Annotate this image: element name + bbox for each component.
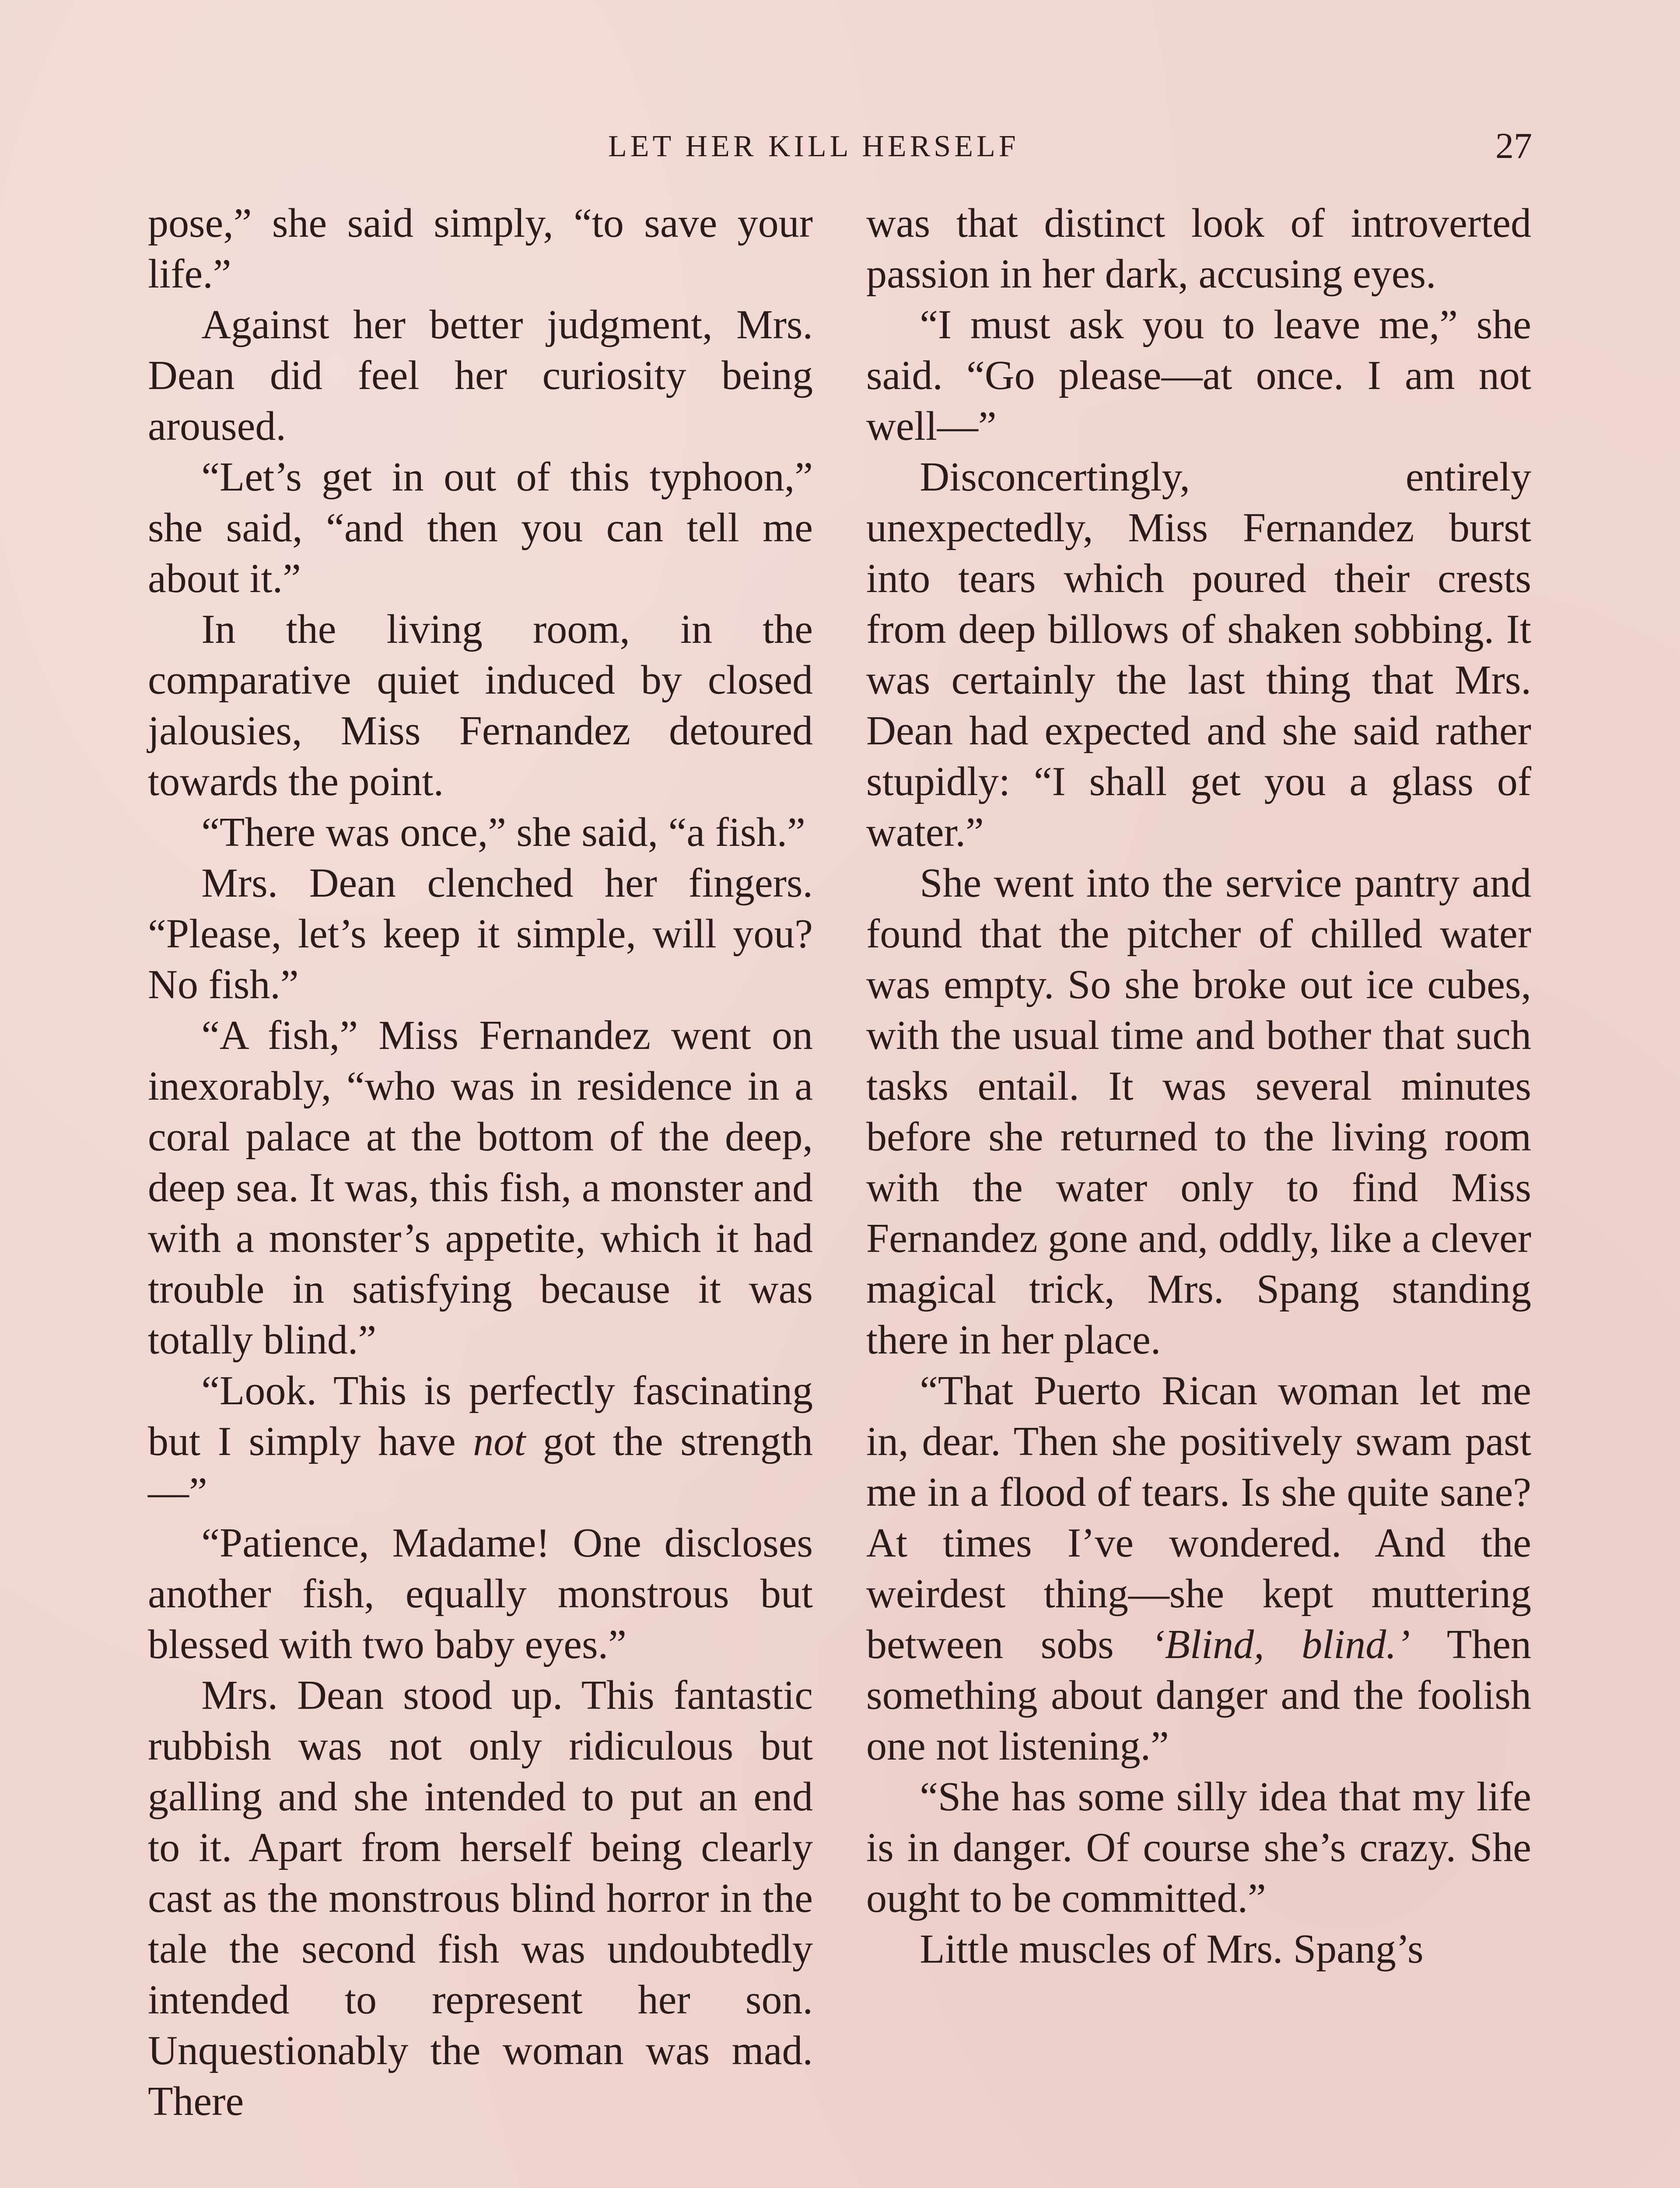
paragraph: Mrs. Dean stood up. This fantastic rubbish was not only ridiculous but galling and she intended to put an end to it. Apart from herself being clearly cast as the monstrous blind horror in the tale the second fish was undoubtedly intended to represent her son. Unquestionably the woman was mad. There (148, 1673, 813, 2124)
italic-emphasis: ‘Blind, blind.’ (1151, 1622, 1410, 1667)
paragraph (148, 1365, 813, 1518)
paragraph-text: Then something about danger and the foolish one not listening.” (866, 1622, 1531, 1769)
paragraph: Little muscles of Mrs. Spang’s (920, 1926, 1424, 1972)
paragraph-text: “Look. This is perfectly fascinating but I simply have (148, 1368, 813, 1464)
paragraph: Against her better judgment, Mrs. Dean did feel her curiosity being aroused. (148, 302, 813, 449)
paragraph: “A fish,” Miss Fernandez went on inexorably, “who was in residence in a coral palace at the bottom of the deep, deep sea. It was, this fish, a monster and with a monster’s appetite, which it had trouble in satisfying because it was totally blind.” (148, 1013, 813, 1363)
right-column (866, 198, 1531, 1974)
left-column (148, 198, 813, 2127)
paragraph: “She has some silly idea that my life is in danger. Of course she’s crazy. She ought to be committed.” (866, 1774, 1531, 1921)
page-number: 27 (1495, 126, 1532, 166)
paragraph: In the living room, in the comparative quiet induced by closed jalousies, Miss Fernandez detoured towards the point. (148, 607, 813, 804)
paragraph-text: “That Puerto Rican woman let me in, dear. Then she positively swam past me in a flood of tears. Is she quite sane? At times I’ve wondered. And the weirdest thing—she kept muttering between sobs (866, 1368, 1531, 1667)
paragraph (866, 1365, 1531, 1771)
paragraph-text: got the strength—” (148, 1419, 813, 1515)
paragraph: She went into the service pantry and found that the pitcher of chilled water was empty. So she broke out ice cubes, with the usual time and bother that such tasks entail. It was several minutes before she returned to the living room with the water only to find Miss Fernandez gone and, oddly, like a clever magical trick, Mrs. Spang standing there in her place. (866, 860, 1531, 1363)
paragraph: pose,” she said simply, “to save your life.” (148, 200, 813, 297)
paragraph: “Patience, Madame! One discloses another fish, equally monstrous but blessed with two baby eyes.” (148, 1520, 813, 1667)
paragraph: “There was once,” she said, “a fish.” (201, 810, 805, 855)
italic-emphasis: not (473, 1419, 526, 1464)
paragraph: was that distinct look of introverted passion in her dark, accusing eyes. (866, 200, 1531, 297)
paragraph: Disconcertingly, entirely unexpectedly, Miss Fernandez burst into tears which poured their crests from deep billows of shaken sobbing. It was certainly the last thing that Mrs. Dean had expected and she said rather stupidly: “I shall get you a glass of water.” (866, 454, 1531, 855)
paragraph: “I must ask you to leave me,” she said. “Go please—at once. I am not well—” (866, 302, 1531, 449)
running-title: LET HER KILL HERSELF (608, 130, 1019, 163)
paragraph: Mrs. Dean clenched her fingers. “Please, let’s keep it simple, will you? No fish.” (148, 860, 813, 1007)
paragraph: “Let’s get in out of this typhoon,” she said, “and then you can tell me about it.” (148, 454, 813, 601)
